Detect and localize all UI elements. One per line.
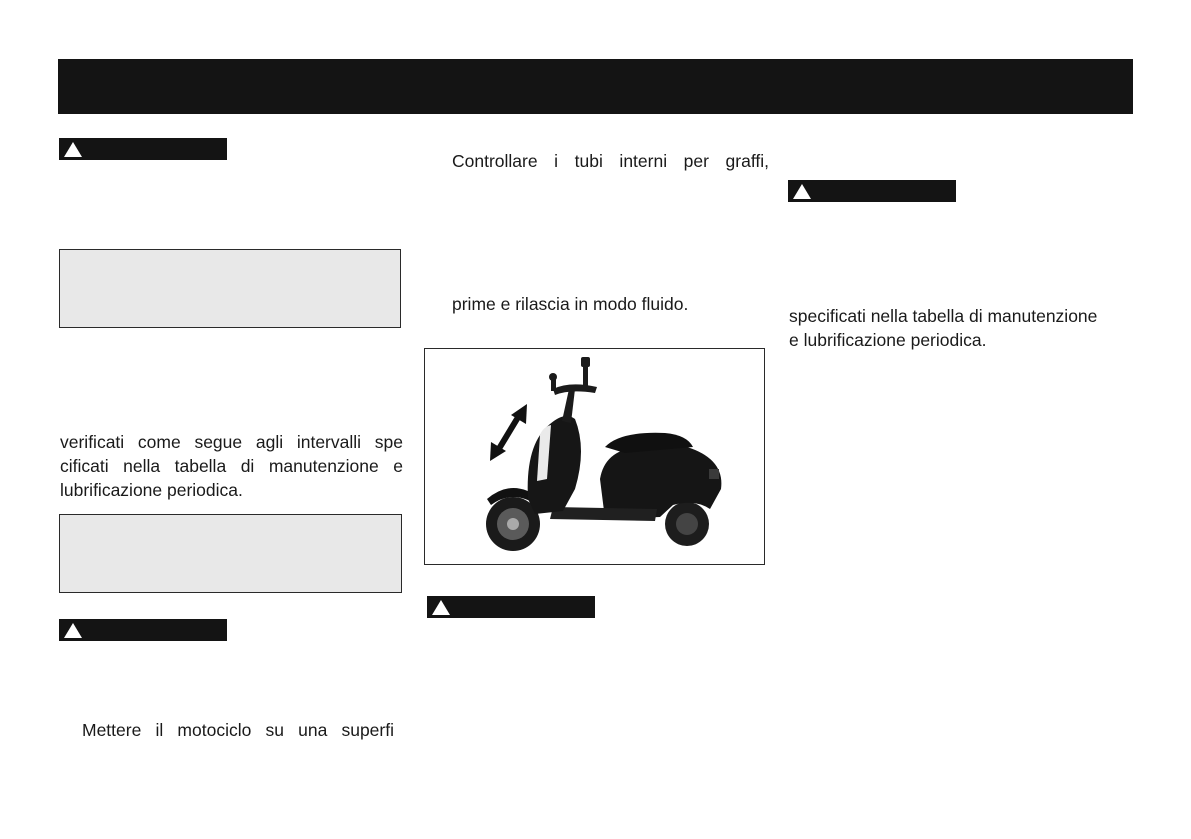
scooter-photo-frame	[424, 348, 765, 565]
header-bar	[58, 59, 1133, 114]
note-box	[59, 249, 401, 328]
body-line: prime e rilascia in modo fluido.	[452, 294, 689, 314]
body-line: Controllare i tubi interni per graffi,	[452, 151, 769, 171]
warning-label	[427, 596, 595, 618]
double-arrow-icon	[490, 404, 527, 461]
body-line: e lubrificazione periodica.	[789, 330, 987, 350]
body-line: specificati nella tabella di manutenzione	[789, 306, 1098, 326]
warning-triangle-icon	[793, 184, 811, 199]
warning-triangle-icon	[64, 142, 82, 157]
warning-label	[59, 138, 227, 160]
warning-label	[788, 180, 956, 202]
body-line: verificati come segue agli intervalli spe	[60, 432, 403, 452]
body-line: Mettere il motociclo su una superfi	[82, 720, 394, 740]
body-line: cificati nella tabella di manutenzione e	[60, 456, 403, 476]
warning-triangle-icon	[64, 623, 82, 638]
body-line: lubrificazione periodica.	[60, 480, 243, 500]
warning-label	[59, 619, 227, 641]
warning-triangle-icon	[432, 600, 450, 615]
note-box	[59, 514, 402, 593]
scooter-image	[425, 349, 764, 564]
